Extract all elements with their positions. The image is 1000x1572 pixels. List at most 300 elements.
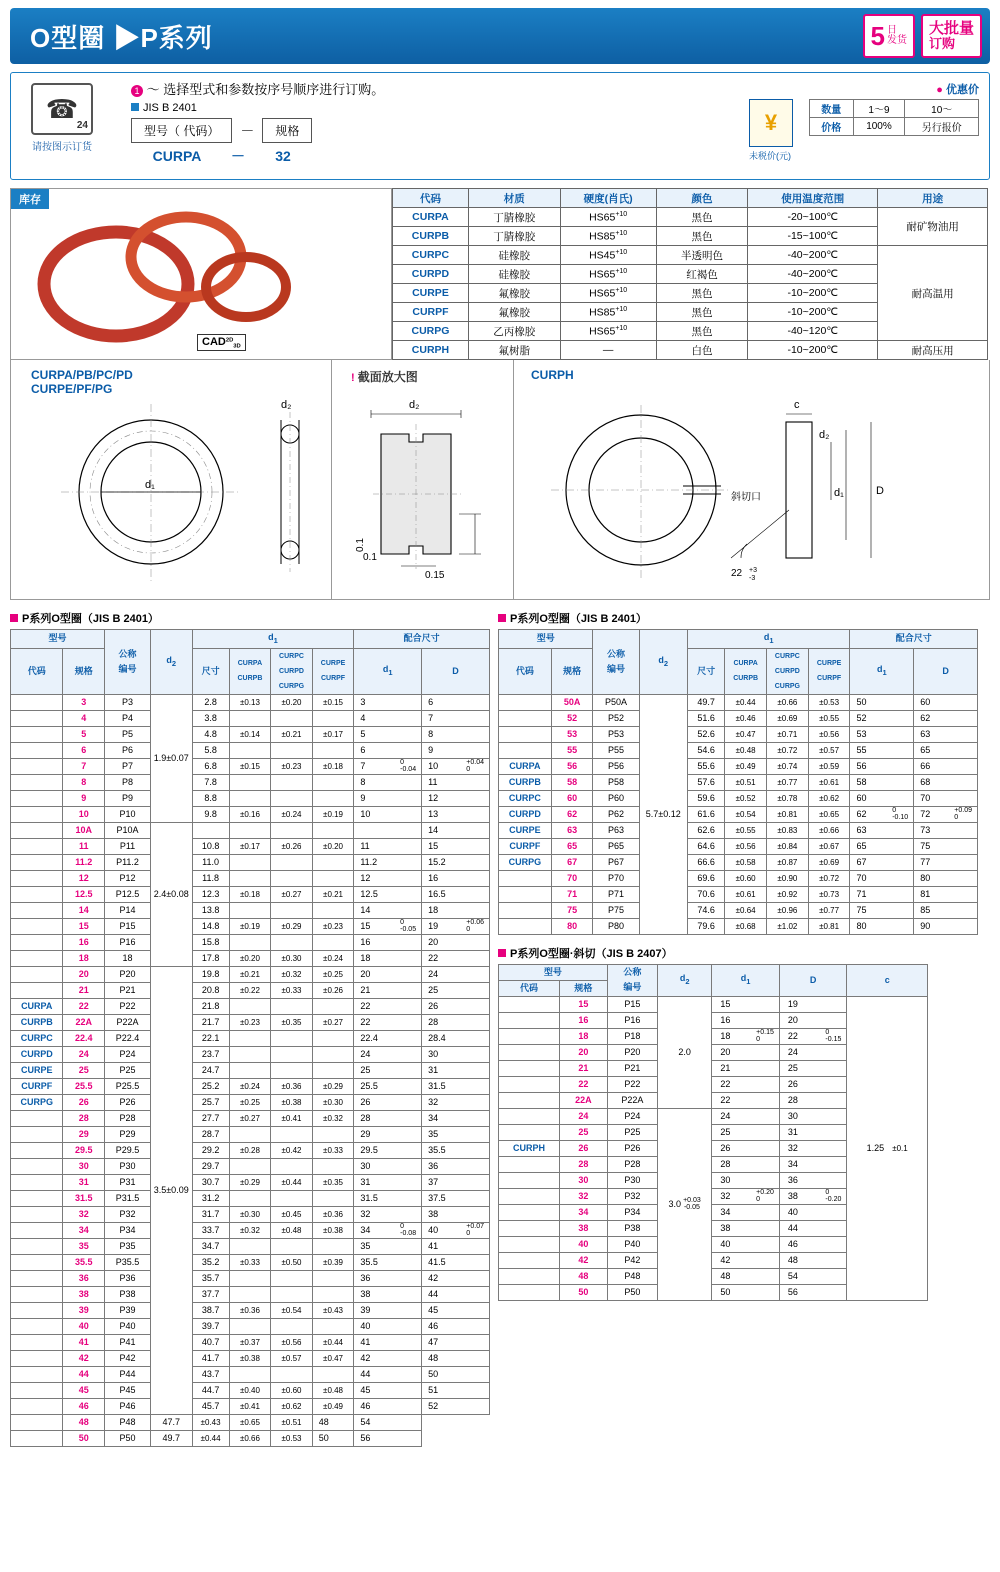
row-fit-d1: 25.5	[354, 1078, 422, 1094]
table-row	[11, 1206, 490, 1222]
row-nominal: P10A	[105, 822, 151, 838]
table-row	[11, 838, 490, 854]
right-table-title-row	[498, 610, 978, 626]
svg-text:0.1: 0.1	[355, 538, 366, 552]
row-fit-D: 13	[422, 806, 490, 822]
row-fit-d1: 10	[354, 806, 422, 822]
row-fit-d1: 3	[354, 694, 422, 710]
row-code: CURPF	[11, 1078, 63, 1094]
row-tol-ab: ±0.32	[229, 1222, 271, 1238]
row-size: 11.8	[192, 870, 229, 886]
table-row	[499, 742, 978, 758]
mat-th-code: 代码	[393, 189, 469, 208]
row-nominal: P20	[105, 966, 151, 982]
th-spec: 规格	[551, 648, 593, 694]
mat-color: 黑色	[656, 303, 748, 322]
row-fit-D: 31	[422, 1062, 490, 1078]
row-code	[11, 1414, 63, 1430]
row-tol-ab: ±0.41	[229, 1398, 271, 1414]
left-table-title: P系列O型圈（JIS B 2401）	[22, 613, 159, 625]
row-spec: 32	[559, 1188, 607, 1204]
mat-hardness: —	[560, 341, 656, 360]
row-fit-D: 15	[422, 838, 490, 854]
badge-5day	[863, 14, 915, 58]
row-size: 11.0	[192, 854, 229, 870]
bevel-header-row-1	[499, 964, 928, 980]
row-code	[11, 774, 63, 790]
row-tol-ef	[312, 934, 354, 950]
row-code	[11, 838, 63, 854]
table-row	[11, 1158, 490, 1174]
th-fit-D: D	[422, 648, 490, 694]
row-d1: 22	[712, 1092, 780, 1108]
row-spec: 60	[551, 790, 593, 806]
mat-color: 黑色	[656, 322, 748, 341]
row-code: CURPE	[499, 822, 552, 838]
row-d1: 38	[712, 1220, 780, 1236]
row-D: 25	[779, 1060, 847, 1076]
mat-th-use: 用途	[878, 189, 988, 208]
row-fit-d1: 71	[850, 886, 914, 902]
row-nominal: P60	[593, 790, 639, 806]
row-spec: 7	[63, 758, 105, 774]
table-row	[11, 918, 490, 934]
table-row	[11, 1270, 490, 1286]
row-tol-ab: ±0.64	[725, 902, 767, 918]
row-tol-ab: ±0.28	[229, 1142, 271, 1158]
row-fit-d1: 63	[850, 822, 914, 838]
row-spec: 62	[551, 806, 593, 822]
row-tol-cdg: ±0.90	[767, 870, 809, 886]
mat-use: 耐矿物油用	[878, 208, 988, 246]
svg-text:22: 22	[731, 568, 743, 579]
phone-order-caption: 请按图示订货	[32, 142, 92, 153]
th-code: 代码	[11, 648, 63, 694]
row-spec: 14	[63, 902, 105, 918]
mat-material: 乙丙橡胶	[468, 322, 560, 341]
page-title: O型圈 ▶P系列	[30, 22, 213, 53]
row-code	[11, 918, 63, 934]
row-fit-d1: 53	[850, 726, 914, 742]
row-nominal: P6	[105, 742, 151, 758]
row-tol-ef	[312, 998, 354, 1014]
row-tol-cdg: ±0.60	[271, 1382, 313, 1398]
row-spec: 16	[559, 1012, 607, 1028]
row-tol-ef	[312, 1062, 354, 1078]
table-row	[11, 1238, 490, 1254]
row-spec: 11	[63, 838, 105, 854]
row-d1: 42	[712, 1252, 780, 1268]
row-tol-cdg	[271, 934, 313, 950]
svg-text:D: D	[876, 485, 884, 497]
row-fit-d1: 41	[354, 1334, 422, 1350]
row-fit-D: 41.5	[422, 1254, 490, 1270]
mat-material: 丁腈橡胶	[468, 227, 560, 246]
row-tol-ab: ±0.21	[229, 966, 271, 982]
row-fit-D: 48	[422, 1350, 490, 1366]
row-nominal: P36	[105, 1270, 151, 1286]
row-D: 26	[779, 1076, 847, 1092]
row-D: 56	[779, 1284, 847, 1300]
row-tol-ab: ±0.60	[725, 870, 767, 886]
left-header-row-2	[11, 648, 490, 694]
row-nominal: P22	[105, 998, 151, 1014]
row-fit-D: 8	[422, 726, 490, 742]
th-c: c	[847, 964, 928, 996]
row-nominal: P16	[607, 1012, 657, 1028]
row-code: CURPD	[11, 1046, 63, 1062]
row-tol-ab	[229, 1158, 271, 1174]
example-dash: －	[231, 148, 245, 164]
row-tol-cdg: ±0.96	[767, 902, 809, 918]
row-nominal: P3	[105, 694, 151, 710]
row-nominal: P70	[593, 870, 639, 886]
row-fit-D: 16.5	[422, 886, 490, 902]
th-model: 型号	[499, 964, 608, 980]
row-nominal: P30	[607, 1172, 657, 1188]
row-fit-D: 15.2	[422, 854, 490, 870]
row-spec: 31.5	[63, 1190, 105, 1206]
mat-hardness: $HS65^{+10}$	[560, 208, 656, 227]
row-spec: 34	[559, 1204, 607, 1220]
row-tol-ab	[229, 774, 271, 790]
svg-text:+3: +3	[749, 567, 757, 574]
mat-temp: -40~200℃	[748, 265, 878, 284]
row-fit-d1: 70	[850, 870, 914, 886]
row-tol-ef: ±0.32	[312, 1110, 354, 1126]
row-spec: 5	[63, 726, 105, 742]
row-nominal: P32	[105, 1206, 151, 1222]
cad-label: CAD	[202, 335, 226, 348]
mat-hardness: $HS65^{+10}$	[560, 284, 656, 303]
row-tol-ef	[312, 1126, 354, 1142]
row-size: 41.7	[192, 1350, 229, 1366]
th-nominal: 公称 编号	[607, 964, 657, 996]
row-tol-cdg: ±0.69	[767, 710, 809, 726]
drawing-mid-title-text: 截面放大图	[357, 370, 418, 384]
row-code	[499, 1028, 560, 1044]
row-fit-d1: 29.5	[354, 1142, 422, 1158]
mat-temp: -20~100℃	[748, 208, 878, 227]
row-tol-ef: ±0.59	[808, 758, 850, 774]
row-fit-D: 46	[422, 1318, 490, 1334]
row-code	[11, 1254, 63, 1270]
row-spec: 75	[551, 902, 593, 918]
mat-material: 氟橡胶	[468, 303, 560, 322]
mat-hardness: $HS85^{+10}$	[560, 303, 656, 322]
row-spec: 15	[63, 918, 105, 934]
row-nominal: P28	[607, 1156, 657, 1172]
row-fit-D: 66	[914, 758, 978, 774]
row-fit-d1: 25	[354, 1062, 422, 1078]
th-d1: $d_1$	[192, 630, 354, 649]
row-nominal: P15	[105, 918, 151, 934]
row-tol-cdg: ±0.21	[271, 726, 313, 742]
row-tol-cdg	[271, 1366, 313, 1382]
row-size: 25.2	[192, 1078, 229, 1094]
row-fit-d1: 9	[354, 790, 422, 806]
price-box	[749, 81, 979, 162]
row-tol-cdg: ±0.77	[767, 774, 809, 790]
row-tol-cdg: ±0.35	[271, 1014, 313, 1030]
bullet-square-icon	[10, 614, 18, 622]
row-tol-ab: ±0.15	[229, 758, 271, 774]
row-code: CURPC	[499, 790, 552, 806]
row-fit-d1: 58	[850, 774, 914, 790]
row-fit-d1: 20	[354, 966, 422, 982]
row-spec: 18	[559, 1028, 607, 1044]
row-spec: 53	[551, 726, 593, 742]
row-spec: 46	[63, 1398, 105, 1414]
row-code	[499, 1284, 560, 1300]
row-nominal: P25.5	[105, 1078, 151, 1094]
row-size: 30.7	[192, 1174, 229, 1190]
row-tol-ef	[312, 790, 354, 806]
row-spec: 50A	[551, 694, 593, 710]
row-tol-ab	[229, 742, 271, 758]
row-tol-ab: ±0.13	[229, 694, 271, 710]
row-size: 31.2	[192, 1190, 229, 1206]
row-tol-ab: ±0.52	[725, 790, 767, 806]
row-tol-cdg: ±0.87	[767, 854, 809, 870]
row-nominal: P4	[105, 710, 151, 726]
row-code	[11, 934, 63, 950]
row-nominal: P46	[105, 1398, 151, 1414]
row-fit-d1: 42	[354, 1350, 422, 1366]
price-table	[809, 99, 979, 136]
row-d1: 24	[712, 1108, 780, 1124]
table-row	[11, 1174, 490, 1190]
row-size: 51.6	[687, 710, 724, 726]
row-size	[192, 822, 229, 838]
row-tol-ef: ±0.43	[312, 1302, 354, 1318]
row-fit-d1: 48	[312, 1414, 354, 1430]
row-fit-d1: 32	[354, 1206, 422, 1222]
row-code	[11, 758, 63, 774]
row-spec: 36	[63, 1270, 105, 1286]
row-tol-cdg	[271, 1190, 313, 1206]
mat-temp: -10~200℃	[748, 341, 878, 360]
field-dash: －	[240, 122, 255, 139]
row-size: 52.6	[687, 726, 724, 742]
row-spec: 12	[63, 870, 105, 886]
row-nominal: P40	[607, 1236, 657, 1252]
row-code	[11, 1190, 63, 1206]
row-nominal: P7	[105, 758, 151, 774]
row-tol-cdg	[271, 902, 313, 918]
row-size: 35.7	[192, 1270, 229, 1286]
row-code: CURPA	[11, 998, 63, 1014]
mat-code: CURPG	[393, 322, 469, 341]
table-row	[11, 934, 490, 950]
row-code	[499, 742, 552, 758]
row-fit-D: 30	[422, 1046, 490, 1062]
row-tol-ef: ±0.77	[808, 902, 850, 918]
th-group-ab: CURPA CURPB	[229, 648, 271, 694]
row-tol-ab: ±0.19	[229, 918, 271, 934]
svg-text:d₁: d₁	[145, 479, 155, 491]
table-row	[499, 886, 978, 902]
row-nominal: P28	[105, 1110, 151, 1126]
table-row	[11, 1334, 490, 1350]
mat-color: 半透明色	[656, 246, 748, 265]
table-row	[11, 1078, 490, 1094]
row-spec: 20	[559, 1044, 607, 1060]
row-D: 22 0 -0.15	[779, 1028, 847, 1044]
row-size: 54.6	[687, 742, 724, 758]
row-size: 3.8	[192, 710, 229, 726]
row-tol-ef: ±0.65	[808, 806, 850, 822]
row-code: CURPE	[11, 1062, 63, 1078]
row-tol-cdg: ±0.41	[271, 1110, 313, 1126]
table-row	[11, 1366, 490, 1382]
row-tol-ab: ±0.37	[229, 1334, 271, 1350]
row-spec: 11.2	[63, 854, 105, 870]
row-fit-d1	[354, 822, 422, 838]
row-spec: 38	[559, 1220, 607, 1236]
table-row	[11, 1014, 490, 1030]
mat-material: 丁腈橡胶	[468, 208, 560, 227]
row-nominal: P18	[607, 1028, 657, 1044]
mat-temp: -40~120℃	[748, 322, 878, 341]
row-tol-ef: ±0.55	[808, 710, 850, 726]
row-tol-ef: ±0.15	[312, 694, 354, 710]
row-tol-cdg: ±0.27	[271, 886, 313, 902]
right-table-title: P系列O型圈（JIS B 2401）	[510, 613, 647, 625]
row-size: 6.8	[192, 758, 229, 774]
row-size: 13.8	[192, 902, 229, 918]
row-tol-ef: ±0.57	[808, 742, 850, 758]
row-tol-ef: ±0.39	[312, 1254, 354, 1270]
row-tol-ab: ±0.46	[725, 710, 767, 726]
row-fit-d1: 62 0 -0.10	[850, 806, 914, 822]
row-code	[11, 1222, 63, 1238]
row-fit-d1: 7 0 -0.04	[354, 758, 422, 774]
row-tol-cdg: ±0.81	[767, 806, 809, 822]
row-tol-ef	[312, 1030, 354, 1046]
row-spec: 18	[63, 950, 105, 966]
mat-temp: -15~100℃	[748, 227, 878, 246]
row-spec: 25	[559, 1124, 607, 1140]
row-tol-ef	[312, 710, 354, 726]
row-tol-cdg: ±0.57	[271, 1350, 313, 1366]
row-fit-D: 28	[422, 1014, 490, 1030]
row-code	[11, 1110, 63, 1126]
row-tol-ab: ±0.24	[229, 1078, 271, 1094]
row-fit-d1: 46	[354, 1398, 422, 1414]
row-nominal: P50A	[593, 694, 639, 710]
drawing-left-title-2: CURPE/PF/PG	[31, 382, 113, 396]
table-row	[11, 1110, 490, 1126]
row-tol-cdg: ±0.71	[767, 726, 809, 742]
row-nominal: P31	[105, 1174, 151, 1190]
row-tol-ef: ±0.24	[312, 950, 354, 966]
badge-bulk-line2: 订购	[928, 36, 955, 52]
row-fit-d1: 39	[354, 1302, 422, 1318]
row-spec: 21	[63, 982, 105, 998]
row-tol-cdg: ±0.32	[271, 966, 313, 982]
row-tol-ab: ±0.18	[229, 886, 271, 902]
row-spec: 26	[63, 1094, 105, 1110]
row-fit-d1: 35	[354, 1238, 422, 1254]
row-nominal: P50	[105, 1430, 151, 1446]
row-tol-cdg: ±0.45	[271, 1206, 313, 1222]
mat-code: CURPC	[393, 246, 469, 265]
row-tol-cdg: ±0.29	[271, 918, 313, 934]
row-nominal: P35	[105, 1238, 151, 1254]
table-row	[11, 1414, 490, 1430]
row-fit-D: 18	[422, 902, 490, 918]
svg-text:d₁: d₁	[834, 487, 844, 499]
row-nominal: 18	[105, 950, 151, 966]
row-spec: 24	[559, 1108, 607, 1124]
row-code	[11, 870, 63, 886]
row-tol-ef: ±0.56	[808, 726, 850, 742]
bullet-square-icon	[498, 949, 506, 957]
row-code	[11, 966, 63, 982]
row-nominal: P42	[607, 1252, 657, 1268]
svg-text:-3: -3	[749, 575, 756, 582]
row-nominal: P15	[607, 996, 657, 1012]
row-code	[11, 1430, 63, 1446]
row-d1: 48	[712, 1268, 780, 1284]
row-size: 25.7	[192, 1094, 229, 1110]
row-code	[11, 1334, 63, 1350]
row-tol-ab: ±0.20	[229, 950, 271, 966]
row-tol-cdg	[271, 1030, 313, 1046]
table-row	[11, 1094, 490, 1110]
row-tol-ef	[312, 1366, 354, 1382]
mat-th-color: 颜色	[656, 189, 748, 208]
row-fit-D: 54	[354, 1414, 422, 1430]
row-d2: 2.4±0.08	[150, 822, 192, 966]
row-d1: 25	[712, 1124, 780, 1140]
row-nominal: P42	[105, 1350, 151, 1366]
row-fit-D: 72 +0.09 0	[914, 806, 978, 822]
row-fit-D: 85	[914, 902, 978, 918]
row-code: CURPF	[499, 838, 552, 854]
row-fit-D: 41	[422, 1238, 490, 1254]
bevel-table-title: P系列O型圈·斜切（JIS B 2407）	[510, 947, 673, 960]
row-tol-ab: ±0.22	[229, 982, 271, 998]
row-nominal: P44	[105, 1366, 151, 1382]
yen-icon: ¥	[749, 99, 793, 147]
th-fit-D: D	[914, 648, 978, 694]
svg-text:d₂: d₂	[281, 399, 292, 411]
stock-badge: 库存	[11, 189, 49, 209]
row-fit-d1: 80	[850, 918, 914, 934]
row-code	[499, 1268, 560, 1284]
svg-text:d₂: d₂	[409, 399, 420, 411]
cad-2d: 2D	[225, 337, 234, 344]
row-tol-ab: ±0.51	[725, 774, 767, 790]
row-code	[499, 1204, 560, 1220]
th-size: 尺寸	[687, 648, 724, 694]
drawing-right-title: CURPH	[531, 368, 574, 382]
table-row	[11, 694, 490, 710]
row-code: CURPA	[499, 758, 552, 774]
badge-bulk-line1: 大批量	[928, 19, 974, 37]
row-nominal: P26	[105, 1094, 151, 1110]
row-size: 33.7	[192, 1222, 229, 1238]
row-tol-ab: ±0.23	[229, 1014, 271, 1030]
order-instructions-box	[10, 72, 990, 180]
row-size: 69.6	[687, 870, 724, 886]
oring-dimension-drawing	[41, 392, 321, 592]
row-fit-d1: 11	[354, 838, 422, 854]
row-nominal: P39	[105, 1302, 151, 1318]
badge-5day-number: 5	[870, 21, 885, 51]
